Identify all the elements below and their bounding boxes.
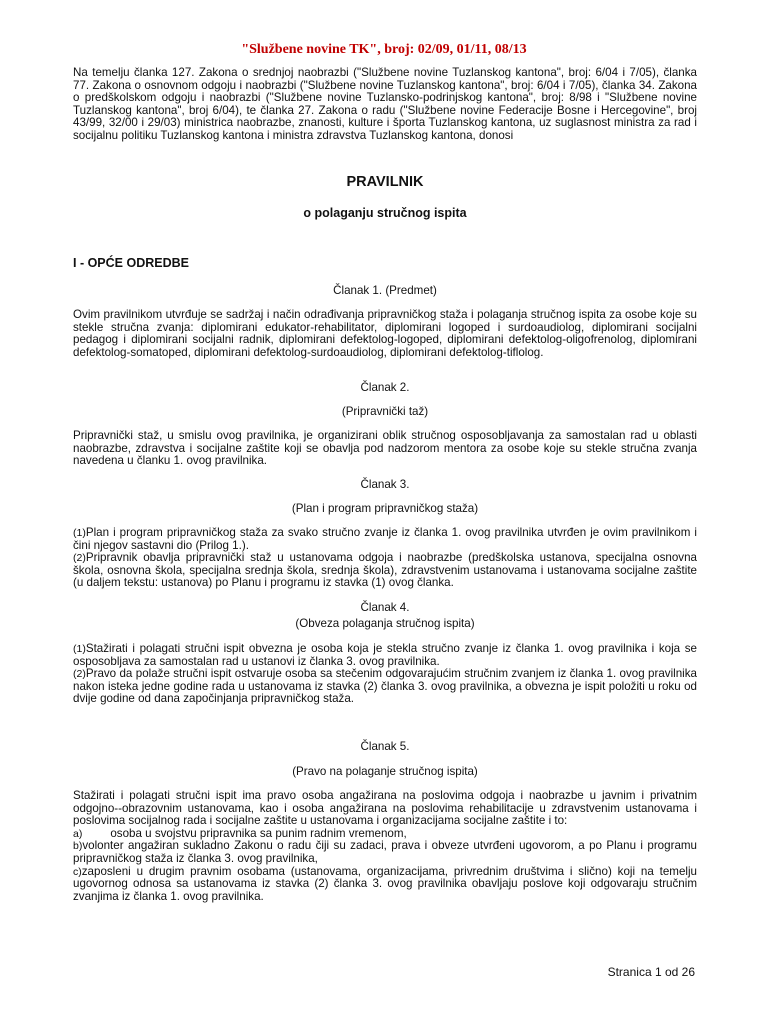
article-5-intro: Stažirati i polagati stručni ispit ima pravo osoba angažirana na poslovima odgoja i naobrazbe u javnim i privatnim odgojno--obrazovnim ustanovama, kao i osoba angažirana na poslovima rehabilitacije u zdravstvenim ustanovama i poslovima socijalnog rada i socijalne zaštite u ustanovama i organizacijama socijalne zaštite i to:: [73, 789, 697, 828]
article-4-heading: Članak 4.: [360, 601, 410, 614]
article-5-paragraphs: [73, 790, 697, 903]
article-5-heading: Članak 5.: [360, 740, 410, 753]
item-number: (2): [73, 552, 86, 565]
document-title: PRAVILNIK: [346, 174, 424, 190]
article-2-subheading: (Pripravnički taž): [341, 405, 429, 418]
item-number: (1): [73, 643, 86, 655]
document-subtitle: o polaganju stručnog ispita: [303, 206, 467, 220]
article-2-heading: Članak 2.: [360, 381, 410, 394]
article-4-subheading: (Obveza polaganja stručnog ispita): [295, 617, 475, 630]
item-number: (2): [73, 668, 86, 681]
article-4-item: [73, 643, 697, 668]
page-number: Stranica 1 od 26: [607, 965, 695, 979]
item-number: b): [73, 840, 83, 853]
article-3-heading: Članak 3.: [360, 478, 410, 491]
article-5-item: [73, 866, 697, 904]
article-1-text: Ovim pravilnikom utvrđuje se sadržaj i način odrađivanja pripravničkog staža i polaganja stručnog ispita za osobe koje su stekle stručna zvanja: diplomirani edukator-rehabilitator, diplomirani logoped i surdoaudiolog, diplomirani socijalni pedagog i diplomirani socijalni radnik, diplomirani defektolog-logoped, diplomirani defektolog-oligofrenolog, diplomirani defektolog-somatoped, diplomirani defektolog-surdoaudiolog, diplomirani defektolog-tiflolog.: [73, 308, 697, 359]
preamble: Na temelju članka 127. Zakona o srednjoj naobrazbi ("Službene novine Tuzlanskog kantona", broj: 6/04 i 7/05), članka 77. Zakona o osnovnom odgoju i naobrazbi ("Službene novine Tuzlanskog kantona", broj: 6/04 i 7/05), članka 34. Zakona o predškolskom odgoju i naobrazbi ("Službene novine Tuzlansko-podrinjskog kantona", broj: 8/98 i "Službene novine Tuzlanskog kantona", broj 6/04), te članka 27. Zakona o radu ("Službene novine Federacije Bosne i Hercegovine", broj 43/99, 32/00 i 29/03) ministrica naobrazbe, znanosti, kulture i športa Tuzlanskog kantona, uz suglasnost ministra za rad i socijalnu politiku Tuzlanskog kantona i ministra zdravstva Tuzlanskog kantona, donosi: [73, 66, 697, 142]
article-3-item: [73, 527, 697, 552]
item-text: osoba u svojstvu pripravnika sa punim radnim vremenom,: [110, 826, 407, 840]
item-text: Plan i program pripravničkog staža za svako stručno zvanje iz članka 1. ovog pravilnika utvrđen je ovim pravilnikom i čini njegov sastavni dio (Prilog 1.).: [73, 526, 697, 552]
item-number: c): [73, 865, 82, 878]
item-number: a): [73, 827, 83, 840]
section-heading: I - OPĆE ODREDBE: [73, 256, 189, 270]
item-text: Stažirati i polagati stručni ispit obvezna je osoba koja je stekla stručno zvanje iz članka 1. ovog pravilnika i koja se osposobljava za samostalan rad u ustanovi iz članka 3. ovog pravilnika.: [73, 642, 697, 668]
item-number: (1): [73, 527, 86, 539]
article-4-paragraphs: [73, 643, 697, 706]
item-text: Pripravnik obavlja pripravnički staž u ustanovama odgoja i naobrazbe (predškolska ustanova, specijalna osnovna škola, osnovna škola, specijalna srednja škola, srednja škola), zdravstvenim ustanovama i ustanovama socijalne zaštite (u daljem tekstu: ustanova) po Planu i programu iz stavka (1) ovog članka.: [73, 551, 697, 590]
article-3-paragraphs: [73, 527, 697, 590]
article-2-text: Pripravnički staž, u smislu ovog pravilnika, je organizirani oblik stručnog osposobljavanja za samostalan rad u oblasti naobrazbe, zdravstva i socijalne zaštite koji se obavlja pod nadzorom mentora za osobe koje su stekle stručna zvanja navedena u članku 1. ovog pravilnika.: [73, 429, 697, 468]
article-5-subheading: (Pravo na polaganje stručnog ispita): [292, 765, 478, 778]
item-text: zaposleni u drugim pravnim osobama (ustanovama, organizacijama, privrednim društvima i slično) koji na temelju ugovornog odnosa sa ustanovama iz stavka (2) članka 3. ovog pravilnika obavljaju poslove koji odgovaraju stručnim zvanjima iz članka 1. ovog pravilnika.: [73, 864, 697, 903]
article-1-heading: Članak 1. (Predmet): [333, 284, 437, 297]
article-4-item: [73, 668, 697, 706]
article-5-item: [73, 840, 697, 865]
article-3-subheading: (Plan i program pripravničkog staža): [291, 502, 479, 515]
item-text: volonter angažiran sukladno Zakonu o radu čiji su zadaci, prava i obveze utvrđeni ugovorom, a po Planu i programu pripravničkog staža iz članka 3. ovog pravilnika,: [73, 839, 697, 865]
document-header: "Službene novine TK", broj: 02/09, 01/11, 08/13: [241, 42, 527, 57]
article-3-item: [73, 552, 697, 590]
item-text: Pravo da polaže stručni ispit ostvaruje osoba sa stečenim odgovarajućim stručnim zvanjem iz članka 1. ovog pravilnika nakon isteka jedne godine rada u ustanovama iz stavka (2) članka 3. ovog pravilnika, a obvezna je ispit položiti u roku od dvije godine od dana započinjanja pripravničkog staža.: [73, 667, 697, 706]
